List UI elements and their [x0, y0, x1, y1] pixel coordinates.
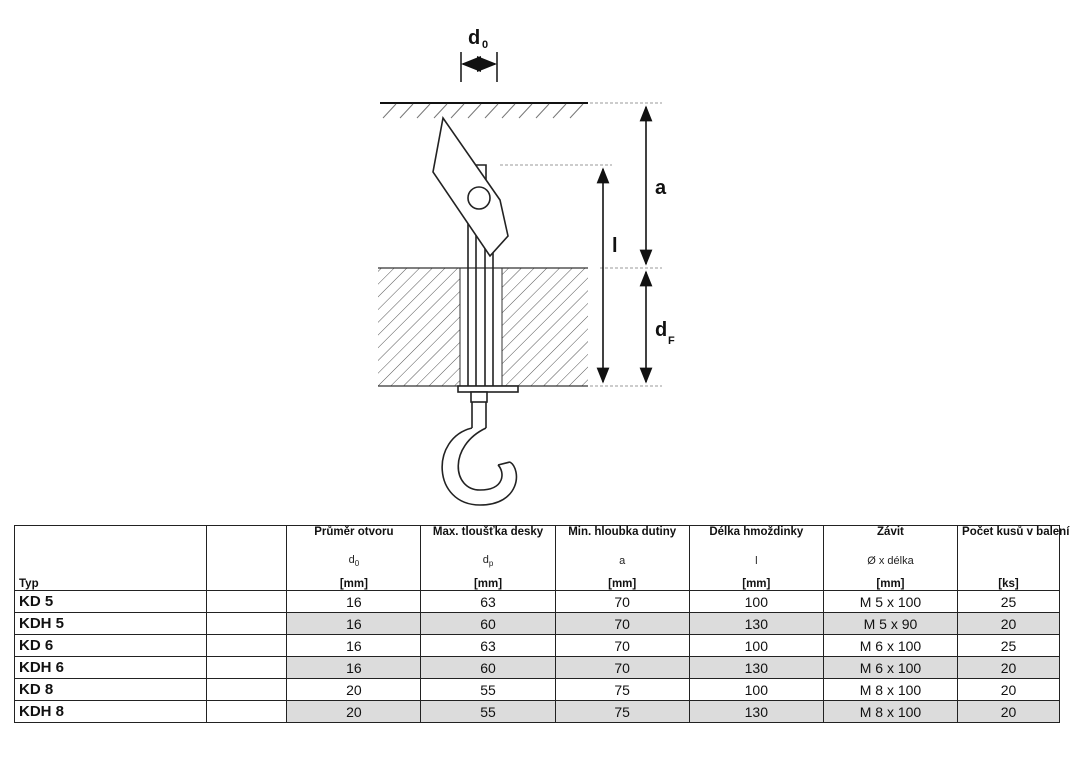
table-row [15, 591, 1060, 613]
cavity-depth-label: a [655, 177, 667, 199]
cell: 70 [555, 613, 689, 635]
cell: 16 [287, 635, 421, 657]
column-symbol: a [555, 550, 689, 572]
column-symbol: $d_0$ [287, 550, 421, 572]
column-symbol: $d_p$ [421, 550, 555, 572]
plate-thickness-subscript: F [668, 335, 675, 347]
table-row [15, 679, 1060, 701]
cell: 130 [689, 613, 823, 635]
row-blank-cell [206, 679, 287, 701]
table-row [15, 657, 1060, 679]
plate-thickness-label: d [655, 319, 668, 341]
cell: 75 [555, 679, 689, 701]
blank-column-header [206, 526, 287, 591]
cell: 16 [287, 591, 421, 613]
cell: 130 [689, 701, 823, 723]
cell: 25 [958, 591, 1060, 613]
table-row [15, 635, 1060, 657]
cell: 20 [958, 613, 1060, 635]
cell: 55 [421, 679, 555, 701]
ceiling-surface [380, 103, 588, 118]
cell: 70 [555, 635, 689, 657]
anchor-length-label: l [612, 235, 618, 257]
cell: 70 [555, 657, 689, 679]
plate-thickness-dimension [646, 272, 675, 382]
cell: 20 [958, 679, 1060, 701]
cell: 55 [421, 701, 555, 723]
column-unit: [mm] [823, 572, 957, 591]
hole-diameter-dimension [461, 27, 497, 82]
board-cross-section [378, 268, 588, 386]
cell: 60 [421, 657, 555, 679]
cell: 63 [421, 635, 555, 657]
header-row [15, 526, 1060, 551]
row-type: KD 5 [15, 591, 207, 613]
cell: M 6 x 100 [823, 635, 957, 657]
table-row [15, 613, 1060, 635]
cell: 20 [287, 679, 421, 701]
column-name: Max. tloušťka desky [421, 526, 555, 551]
cell: 63 [421, 591, 555, 613]
column-name: Počet kusů v balení [958, 526, 1060, 551]
row-blank-cell [206, 657, 287, 679]
cell: 25 [958, 635, 1060, 657]
table-row [15, 701, 1060, 723]
cell: 20 [958, 657, 1060, 679]
row-type: KD 6 [15, 635, 207, 657]
row-blank-cell [206, 613, 287, 635]
cell: 100 [689, 635, 823, 657]
type-column-header: Typ [15, 526, 207, 591]
column-name: Délka hmoždinky [689, 526, 823, 551]
cell: 20 [958, 701, 1060, 723]
cell: M 5 x 100 [823, 591, 957, 613]
cell: 100 [689, 591, 823, 613]
column-symbol [958, 550, 1060, 572]
cell: 60 [421, 613, 555, 635]
column-name: Průměr otvoru [287, 526, 421, 551]
column-name: Závit [823, 526, 957, 551]
cell: M 6 x 100 [823, 657, 957, 679]
cell: M 5 x 90 [823, 613, 957, 635]
column-unit: [mm] [287, 572, 421, 591]
cell: 75 [555, 701, 689, 723]
column-unit: [mm] [689, 572, 823, 591]
column-name: Min. hloubka dutiny [555, 526, 689, 551]
cell: M 8 x 100 [823, 701, 957, 723]
row-blank-cell [206, 635, 287, 657]
column-symbol: Ø x délka [823, 550, 957, 572]
row-type: KD 8 [15, 679, 207, 701]
column-unit: [ks] [958, 572, 1060, 591]
column-unit: [mm] [555, 572, 689, 591]
row-type: KDH 8 [15, 701, 207, 723]
hook [442, 402, 516, 505]
cell: 100 [689, 679, 823, 701]
hole-diameter-label: d [468, 27, 481, 49]
column-unit: [mm] [421, 572, 555, 591]
column-symbol: l [689, 550, 823, 572]
toggle-wing [433, 118, 508, 256]
row-blank-cell [206, 591, 287, 613]
cell: 16 [287, 657, 421, 679]
cell: M 8 x 100 [823, 679, 957, 701]
cavity-depth-dimension [590, 103, 667, 268]
row-type: KDH 6 [15, 657, 207, 679]
row-blank-cell [206, 701, 287, 723]
cell: 130 [689, 657, 823, 679]
specification-table [14, 525, 1070, 723]
cell: 20 [287, 701, 421, 723]
hole-diameter-subscript: 0 [482, 39, 489, 51]
row-type: KDH 5 [15, 613, 207, 635]
cell: 70 [555, 591, 689, 613]
cell: 16 [287, 613, 421, 635]
